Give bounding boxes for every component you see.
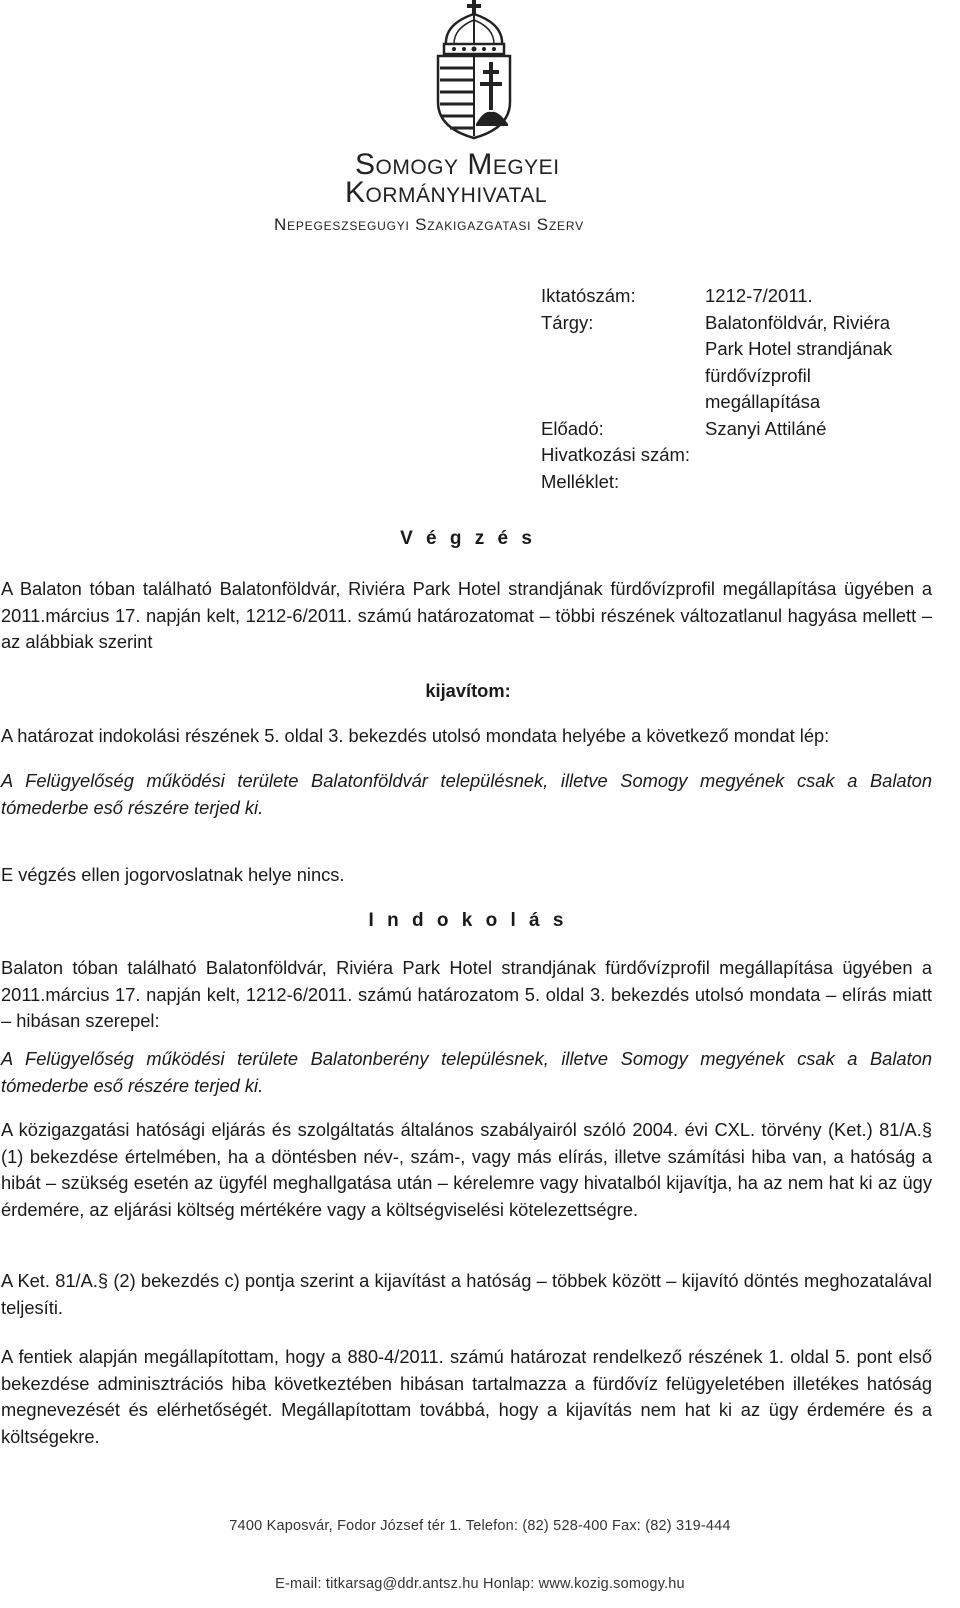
melleklet-row [541, 469, 895, 496]
paragraph-4: E végzés ellen jogorvoslatnak helye nincs. [1, 864, 345, 885]
iktatoszam-label: Iktatószám: [541, 285, 636, 306]
paragraph-8: A Ket. 81/A.§ (2) bekezdés c) pontja szerint a kijavítást a hatóság – többek között – kijavító döntés meghozatalával teljesíti. [1, 1270, 932, 1318]
targy-row-2 [541, 336, 895, 363]
org-name-line1: Somogy Megyei [355, 148, 560, 181]
hivatkozasi-label: Hivatkozási szám: [541, 444, 691, 465]
footer-address: 7400 Kaposvár, Fodor József tér 1. Telefon: (82) 528-400 Fax: (82) 319-444 [229, 1518, 731, 1534]
title-vegzes: V é g z é s [400, 528, 536, 549]
targy-row-4 [541, 389, 895, 416]
targy-value-3: fürdővízprofil [705, 364, 811, 386]
paragraph-5: Balaton tóban található Balatonföldvár, Riviéra Park Hotel strandjának fürdővízprofil megállapítása ügyében a 2011.március 17. napján kelt, 1212-6/2011. számú határozatom 5. oldal 3. bekezdés utolsó mondata – elírás miatt – hibásan szerepel: [1, 957, 932, 1031]
paragraph-7: A közigazgatási hatósági eljárás és szolgáltatás általános szabályairól szóló 2004. évi CXL. törvény (Ket.) 81/A.§ (1) bekezdése értelmében, ha a döntésben név-, szám-, vagy más elírás, illetve számítási hiba van, a hatóság a hibát – szükség esetén az ügyfél meghallgatása után – kérelemre vagy hivatalból kijavítja, ha az nem hat ki az ügy érdemére, az eljárási költség mértékére vagy a költségviselési kötelezettségre. [1, 1119, 932, 1220]
paragraph-6-quote: A Felügyelőség működési területe Balatonberény településnek, illetve Somogy megyének csak a Balaton tómederbe eső részére terjed ki. [1, 1048, 932, 1096]
paragraph-9: A fentiek alapján megállapítottam, hogy a 880-4/2011. számú határozat rendelkező részének 1. oldal 5. pont első bekezdése adminisztrációs hiba következtében hibásan tartalmazza a fürdővíz felügyeletében illetékes hatóság megnevezését és elérhetőségét. Megállapítottam továbbá, hogy a kijavítás nem hat ki az ügy érdemére és a költségekre. [1, 1346, 932, 1447]
melleklet-label: Melléklet: [541, 470, 620, 492]
eloado-value: Szanyi Attiláné [705, 417, 827, 439]
footer-contact: E-mail: titkarsag@ddr.antsz.hu Honlap: www.kozig.somogy.hu [275, 1576, 685, 1592]
coat-of-arms-logo [428, 0, 520, 140]
document-metadata [541, 283, 895, 495]
paragraph-3-quote: A Felügyelőség működési területe Balatonföldvár településnek, illetve Somogy megyének csak a Balaton tómederbe eső részére terjed ki. [1, 770, 932, 818]
targy-value-1: Balatonföldvár, Riviéra [705, 311, 891, 333]
hivatkozasi-row [541, 442, 895, 469]
targy-label: Tárgy: [541, 311, 594, 333]
iktatoszam-row [541, 283, 895, 310]
iktatoszam-value: 1212-7/2011. [705, 285, 813, 306]
org-subtitle: Nepegeszsegugyi Szakigazgatasi Szerv [274, 215, 584, 234]
title-indokolas: I n d o k o l á s [368, 910, 568, 931]
paragraph-1: A Balaton tóban található Balatonföldvár, Riviéra Park Hotel strandjának fürdővízprofil megállapítása ügyében a 2011.március 17. napján kelt, 1212-6/2011. számú határozatomat – többi részének változatlanul hagyása mellett – az alábbiak szerint [1, 578, 932, 652]
targy-value-4: megállapítása [705, 391, 821, 412]
targy-row-3 [541, 363, 895, 390]
kijavitom-heading: kijavítom: [425, 680, 511, 701]
org-name-line2: Kormányhivatal [345, 176, 548, 209]
paragraph-2: A határozat indokolási részének 5. oldal 3. bekezdés utolsó mondata helyébe a következő mondat lép: [1, 725, 830, 746]
targy-value-2: Park Hotel strandjának [705, 338, 893, 359]
eloado-label: Előadó: [541, 417, 604, 439]
targy-row [541, 310, 895, 337]
eloado-row [541, 416, 895, 443]
